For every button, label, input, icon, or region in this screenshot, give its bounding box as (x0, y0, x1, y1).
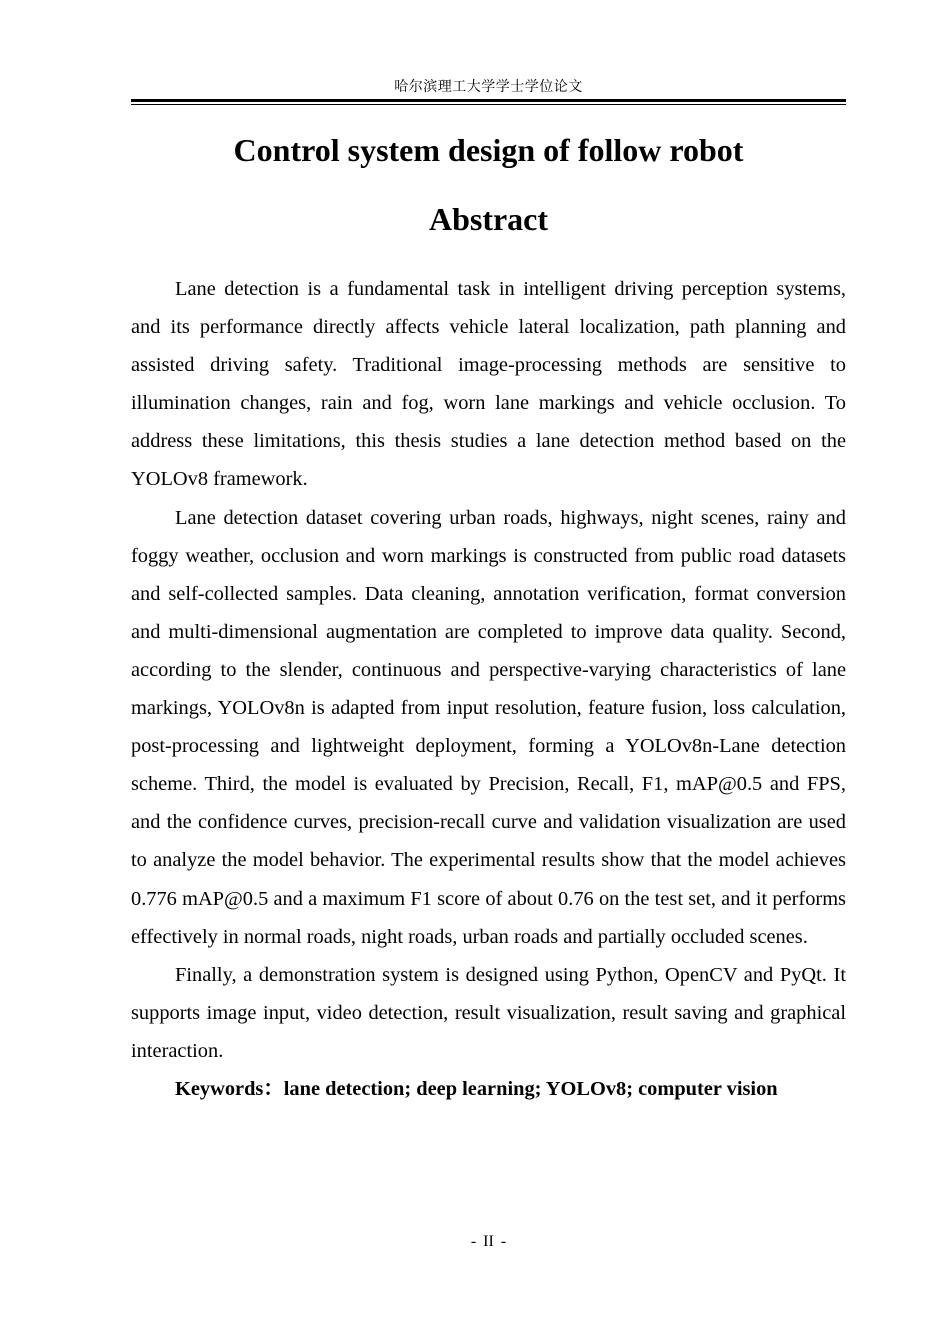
abstract-paragraph-3: Finally, a demonstration system is designed using Python, OpenCV and PyQt. It supports image input, video detection, result visualization, result saving and graphical interaction. (131, 963, 846, 1062)
abstract-paragraph-1: Lane detection is a fundamental task in intelligent driving perception systems, and its performance directly affects vehicle lateral localization, path planning and assisted driving safety. Traditional image-processing methods are sensitive to illumination changes, rain and fog, worn lane markings and vehicle occlusion. To address these limitations, this thesis studies a lane detection method based on the YOLOv8 framework. (131, 278, 846, 491)
keywords-label: Keywords： (175, 1077, 284, 1100)
abstract-heading: Abstract (428, 201, 549, 237)
abstract-body (131, 270, 846, 1108)
abstract-paragraph-2: Lane detection dataset covering urban roads, highways, night scenes, rainy and foggy weather, occlusion and worn markings is constructed from public road datasets and self-collected samples. Data cleaning, annotation verification, format conversion and multi-dimensional augmentation are completed to improve data quality. Second, according to the slender, continuous and perspective-varying characteristics of lane markings, YOLOv8n is adapted from input resolution, feature fusion, loss calculation, post-processing and lightweight deployment, forming a YOLOv8n-Lane detection scheme. Third, the model is evaluated by Precision, Recall, F1, mAP@0.5 and FPS, and the confidence curves, precision-recall curve and validation visualization are used to analyze the model behavior. The experimental results show that the model achieves 0.776 mAP@0.5 and a maximum F1 score of about 0.76 on the test set, and it performs effectively in normal roads, night roads, urban roads and partially occluded scenes. (131, 506, 846, 948)
header-rule-thin (131, 104, 846, 105)
page-number: - II - (470, 1233, 507, 1250)
header-rule-thick (131, 99, 846, 102)
keywords-list: lane detection; deep learning; YOLOv8; computer vision (283, 1077, 778, 1100)
running-header: 哈尔滨理工大学学士学位论文 (394, 79, 583, 95)
keywords-line (131, 1070, 846, 1108)
thesis-title: Control system design of follow robot (233, 132, 744, 168)
